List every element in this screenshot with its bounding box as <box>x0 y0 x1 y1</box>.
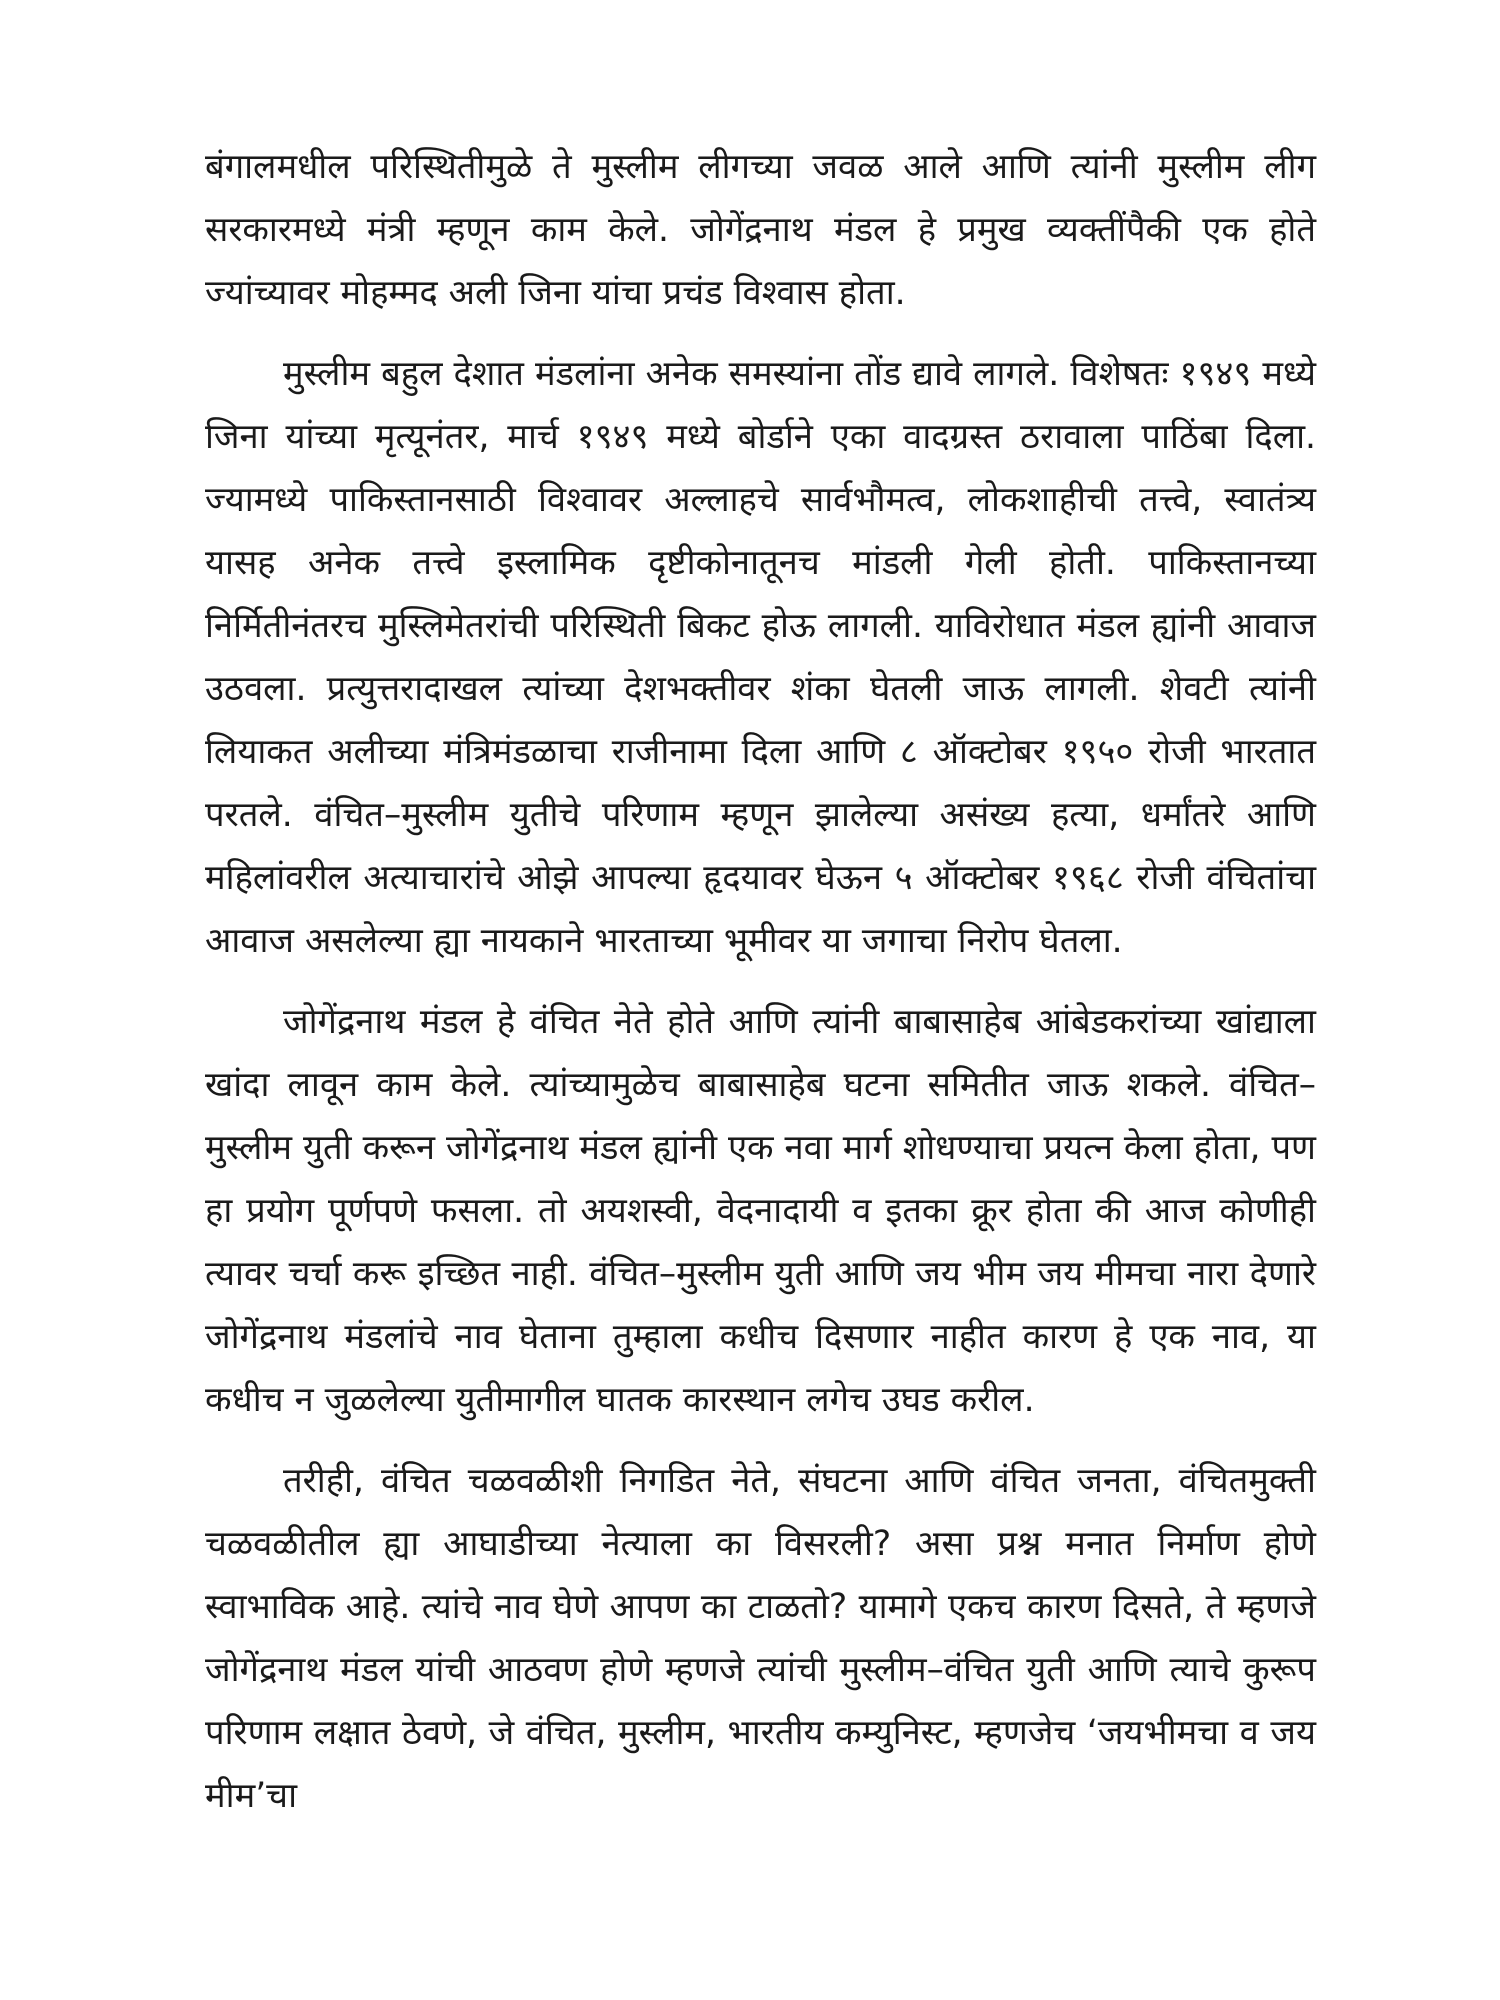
paragraph-4: तरीही, वंचित चळवळीशी निगडित नेते, संघटना आणि वंचित जनता, वंचितमुक्ती चळवळीतील ह्या आघाडीच्या नेत्याला का विसरली? असा प्रश्न मनात निर्माण होणे स्वाभाविक आहे. त्यांचे नाव घेणे आपण का टाळतो? यामागे एकच कारण दिसते, ते म्हणजे जोगेंद्रनाथ मंडल यांची आठवण होणे म्हणजे त्यांची मुस्लीम–वंचित युती आणि त्याचे कुरूप परिणाम लक्षात ठेवणे, जे वंचित, मुस्लीम, भारतीय कम्युनिस्ट, म्हणजेच ‘जयभीमचा व जय मीम’चा <box>205 1461 1316 1816</box>
paragraph-3: जोगेंद्रनाथ मंडल हे वंचित नेते होते आणि त्यांनी बाबासाहेब आंबेडकरांच्या खांद्याला खांदा लावून काम केले. त्यांच्यामुळेच बाबासाहेब घटना समितीत जाऊ शकले. वंचित–मुस्लीम युती करून जोगेंद्रनाथ मंडल ह्यांनी एक नवा मार्ग शोधण्याचा प्रयत्न केला होता, पण हा प्रयोग पूर्णपणे फसला. तो अयशस्वी, वेदनादायी व इतका क्रूर होता की आज कोणीही त्यावर चर्चा करू इच्छित नाही. वंचित–मुस्लीम युती आणि जय भीम जय मीमचा नारा देणारे जोगेंद्रनाथ मंडलांचे नाव घेताना तुम्हाला कधीच दिसणार नाहीत कारण हे एक नाव, या कधीच न जुळलेल्या युतीमागील घातक कारस्थान लगेच उघड करील. <box>205 1002 1316 1420</box>
paragraph-2: मुस्लीम बहुल देशात मंडलांना अनेक समस्यांना तोंड द्यावे लागले. विशेषतः १९४९ मध्ये जिना यांच्या मृत्यूनंतर, मार्च १९४९ मध्ये बोर्डाने एका वादग्रस्त ठरावाला पाठिंबा दिला. ज्यामध्ये पाकिस्तानसाठी विश्वावर अल्लाहचे सार्वभौमत्व, लोकशाहीची तत्त्वे, स्वातंत्र्य यासह अनेक तत्त्वे इस्लामिक दृष्टीकोनातूनच मांडली गेली होती. पाकिस्तानच्या निर्मितीनंतरच मुस्लिमेतरांची परिस्थिती बिकट होऊ लागली. याविरोधात मंडल ह्यांनी आवाज उठवला. प्रत्युत्तरादाखल त्यांच्या देशभक्तीवर शंका घेतली जाऊ लागली. शेवटी त्यांनी लियाकत अलीच्या मंत्रिमंडळाचा राजीनामा दिला आणि ८ ऑक्टोबर १९५० रोजी भारतात परतले. वंचित–मुस्लीम युतीचे परिणाम म्हणून झालेल्या असंख्य हत्या, धर्मांतरे आणि महिलांवरील अत्याचारांचे ओझे आपल्या हृदयावर घेऊन ५ ऑक्टोबर १९६८ रोजी वंचितांचा आवाज असलेल्या ह्या नायकाने भारताच्या भूमीवर या जगाचा निरोप घेतला. <box>205 354 1316 961</box>
paragraph-1: बंगालमधील परिस्थितीमुळे ते मुस्लीम लीगच्या जवळ आले आणि त्यांनी मुस्लीम लीग सरकारमध्ये मंत्री म्हणून काम केले. जोगेंद्रनाथ मंडल हे प्रमुख व्यक्तींपैकी एक होते ज्यांच्यावर मोहम्मद अली जिना यांचा प्रचंड विश्वास होता. <box>205 147 1316 313</box>
